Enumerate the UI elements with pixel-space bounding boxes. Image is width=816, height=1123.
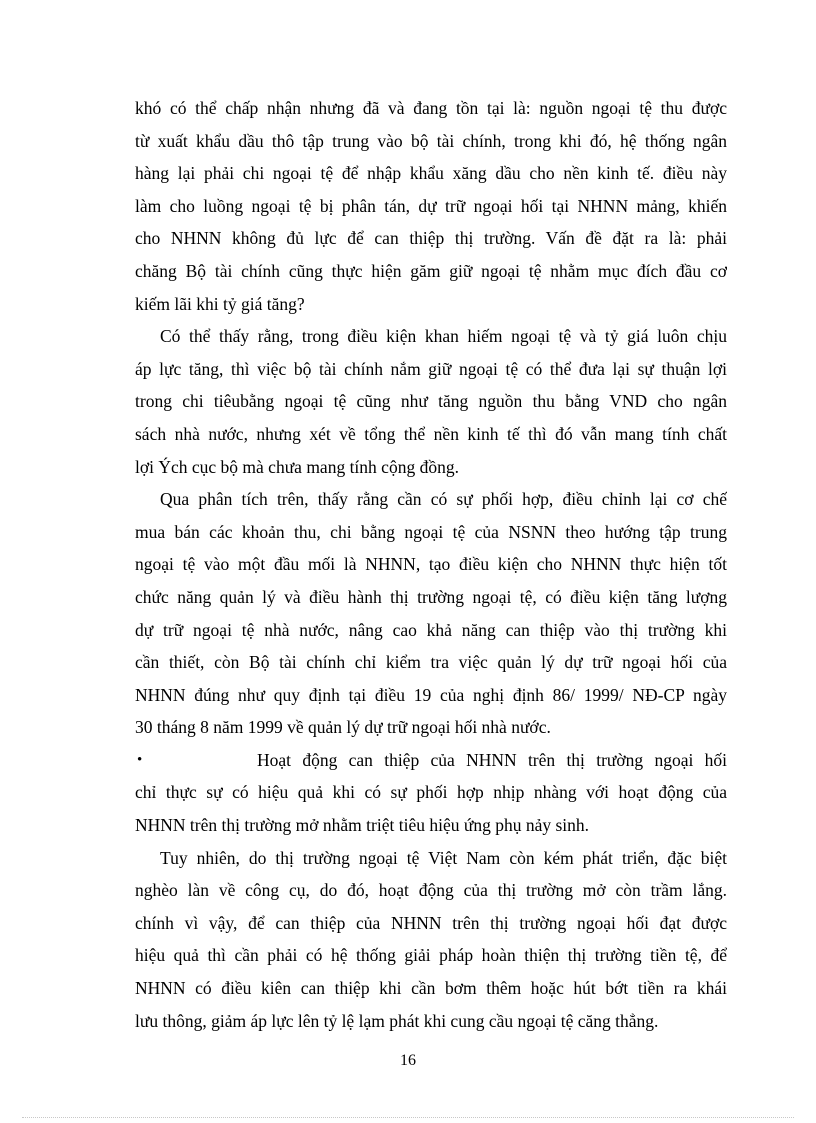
text-line: Có thể thấy rằng, trong điều kiện khan hiếm ngoại tệ và tỷ giá luôn chịu xyxy=(160,326,727,347)
text-line: kiếm lãi khi tỷ giá tăng? xyxy=(135,293,305,314)
text-line: lợi Ých cục bộ mà chưa mang tính cộng đồng. xyxy=(135,456,459,477)
body-text xyxy=(135,92,727,1037)
page-number: 16 xyxy=(400,1052,416,1069)
paragraph-2 xyxy=(135,320,727,483)
text-line: làm cho luồng ngoại tệ bị phân tán, dự trữ ngoại hối tại NHNN mảng, khiến xyxy=(135,195,727,216)
text-line: chính vì vậy, để can thiệp của NHNN trên thị trường ngoại hối đạt được xyxy=(135,912,727,933)
text-line: NHNN trên thị trường mở nhằm triệt tiêu hiệu ứng phụ nảy sinh. xyxy=(135,815,590,836)
text-line: NHNN đúng như quy định tại điều 19 của nghị định 86/ 1999/ NĐ-CP ngày xyxy=(135,684,727,705)
paragraph-1 xyxy=(135,92,727,320)
bullet-item xyxy=(135,744,727,842)
text-line: dự trữ ngoại tệ nhà nước, nâng cao khả năng can thiệp vào thị trường khi xyxy=(135,619,727,640)
text-line: ngoại tệ vào một đầu mối là NHNN, tạo điều kiện cho NHNN thực hiện tốt xyxy=(135,554,727,575)
bullet-icon: • xyxy=(137,751,143,768)
text-line: áp lực tăng, thì việc bộ tài chính nắm giữ ngoại tệ có thể đưa lại sự thuận lợi xyxy=(135,358,727,379)
text-line: chỉ thực sự có hiệu quả khi có sự phối hợp nhịp nhàng với hoạt động của xyxy=(135,782,727,803)
text-line: chăng Bộ tài chính cũng thực hiện găm giữ ngoại tệ nhằm mục đích đầu cơ xyxy=(135,260,727,281)
paragraph-3 xyxy=(135,483,727,744)
text-line: hiệu quả thì cần phải có hệ thống giải pháp hoàn thiện thị trường tiền tệ, để xyxy=(135,945,727,966)
text-line: lưu thông, giảm áp lực lên tỷ lệ lạm phát khi cung cầu ngoại tệ căng thẳng. xyxy=(135,1010,659,1031)
text-line: khó có thể chấp nhận nhưng đã và đang tồn tại là: nguồn ngoại tệ thu được xyxy=(135,98,727,118)
text-line: cho NHNN không đủ lực để can thiệp thị trường. Vấn đề đặt ra là: phải xyxy=(135,228,727,249)
paragraph-4 xyxy=(135,842,727,1038)
bullet-first-line xyxy=(135,744,727,777)
bullet-text: Hoạt động can thiệp của NHNN trên thị trường ngoại hối xyxy=(257,749,727,770)
text-line: nghèo làn về công cụ, do đó, hoạt động của thị trường mở còn trầm lắng. xyxy=(135,880,727,901)
text-line: trong chi tiêubằng ngoại tệ cũng như tăng nguồn thu bằng VND cho ngân xyxy=(135,391,727,412)
page-bottom-divider xyxy=(22,1117,794,1118)
text-line: Qua phân tích trên, thấy rằng cần có sự phối hợp, điều chỉnh lại cơ chế xyxy=(160,489,727,510)
text-line: Tuy nhiên, do thị trường ngoại tệ Việt Nam còn kém phát triển, đặc biệt xyxy=(160,847,727,868)
text-line: chức năng quản lý và điều hành thị trường ngoại tệ, có điều kiện tăng lượng xyxy=(135,586,727,607)
text-line: hàng lại phải chi ngoại tệ để nhập khẩu xăng dầu cho nền kinh tế. điều này xyxy=(135,163,727,184)
text-line: 30 tháng 8 năm 1999 về quản lý dự trữ ngoại hối nhà nước. xyxy=(135,717,551,738)
text-line: từ xuất khẩu dầu thô tập trung vào bộ tài chính, trong khi đó, hệ thống ngân xyxy=(135,130,727,151)
text-line: NHNN có điều kiên can thiệp khi cần bơm thêm hoặc hút bớt tiền ra khái xyxy=(135,978,727,999)
text-line: sách nhà nước, nhưng xét về tổng thể nền kinh tế thì đó vẫn mang tính chất xyxy=(135,423,727,444)
text-line: mua bán các khoản thu, chi bằng ngoại tệ của NSNN theo hướng tập trung xyxy=(135,521,727,542)
text-line: cần thiết, còn Bộ tài chính chỉ kiểm tra việc quản lý dự trữ ngoại hối của xyxy=(135,652,727,673)
